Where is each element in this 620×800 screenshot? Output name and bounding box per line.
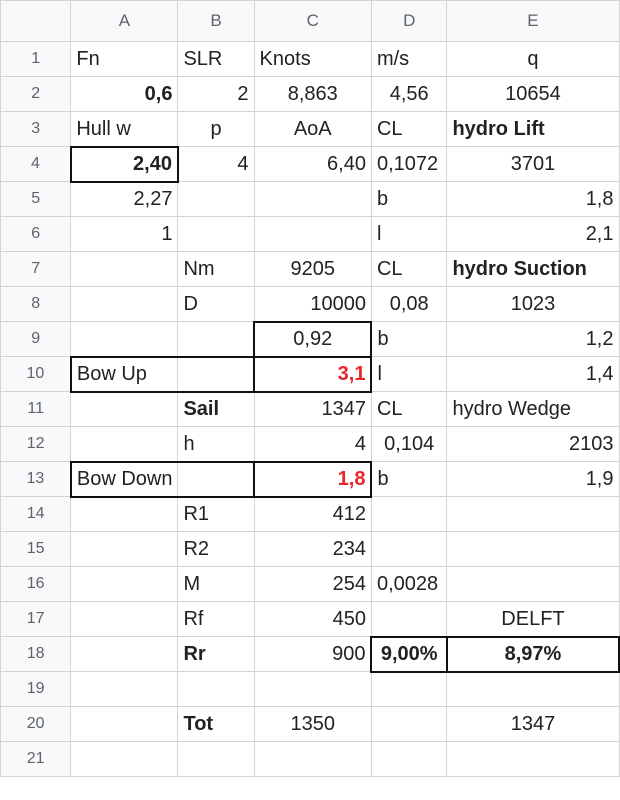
cell-b15[interactable]: R2 (178, 532, 254, 567)
cell-b16[interactable]: M (178, 567, 254, 602)
cell-d1[interactable]: m/s (371, 42, 447, 77)
cell-a9[interactable] (71, 322, 178, 357)
cell-c5[interactable] (254, 182, 371, 217)
sheet-row (1, 322, 620, 357)
cell-a6[interactable]: 1 (71, 217, 178, 252)
cell-d8[interactable]: 0,08 (371, 287, 447, 322)
cell-c9[interactable]: 0,92 (254, 322, 371, 357)
cell-a5[interactable]: 2,27 (71, 182, 178, 217)
sheet-row (1, 672, 620, 707)
column-header-a[interactable]: A (71, 1, 178, 42)
cell-d11[interactable]: CL (371, 392, 447, 427)
cell-c14[interactable]: 412 (254, 497, 371, 532)
cell-e10[interactable]: 1,4 (447, 357, 619, 392)
column-header-d[interactable]: D (371, 1, 447, 42)
cell-d6[interactable]: l (371, 217, 447, 252)
cell-d2[interactable]: 4,56 (371, 77, 447, 112)
cell-c7[interactable]: 9205 (254, 252, 371, 287)
cell-e12[interactable]: 2103 (447, 427, 619, 462)
row-header[interactable]: 21 (1, 742, 71, 777)
row-header[interactable]: 8 (1, 287, 71, 322)
sheet-row (1, 602, 620, 637)
cell-e13[interactable]: 1,9 (447, 462, 619, 497)
cell-b6[interactable] (178, 217, 254, 252)
cell-c15[interactable]: 234 (254, 532, 371, 567)
cell-c11[interactable]: 1347 (254, 392, 371, 427)
cell-c8[interactable]: 10000 (254, 287, 371, 322)
row-header[interactable]: 19 (1, 672, 71, 707)
cell-b20[interactable]: Tot (178, 707, 254, 742)
cell-b4[interactable]: 4 (178, 147, 254, 182)
cell-a13[interactable]: Bow Down (71, 462, 178, 497)
cell-a10[interactable]: Bow Up (71, 357, 178, 392)
cell-c16[interactable]: 254 (254, 567, 371, 602)
cell-e16[interactable] (447, 567, 619, 602)
cell-d4[interactable]: 0,1072 (371, 147, 447, 182)
cell-c6[interactable] (254, 217, 371, 252)
cell-a19[interactable] (71, 672, 178, 707)
cell-c21[interactable] (254, 742, 371, 777)
row-header[interactable]: 13 (1, 462, 71, 497)
cell-c17[interactable]: 450 (254, 602, 371, 637)
cell-e2[interactable]: 10654 (447, 77, 619, 112)
cell-e15[interactable] (447, 532, 619, 567)
row-header[interactable]: 10 (1, 357, 71, 392)
cell-d3[interactable]: CL (371, 112, 447, 147)
cell-a3[interactable]: Hull w (71, 112, 178, 147)
column-header-b[interactable]: B (178, 1, 254, 42)
cell-a21[interactable] (71, 742, 178, 777)
cell-d10[interactable]: l (371, 357, 447, 392)
cell-d5[interactable]: b (371, 182, 447, 217)
cell-b9[interactable] (178, 322, 254, 357)
cell-b5[interactable] (178, 182, 254, 217)
cell-c18[interactable]: 900 (254, 637, 371, 672)
cell-b17[interactable]: Rf (178, 602, 254, 637)
sheet-row (1, 707, 620, 742)
row-header[interactable]: 16 (1, 567, 71, 602)
row-header[interactable]: 5 (1, 182, 71, 217)
sheet-row (1, 392, 620, 427)
cell-e7[interactable]: hydro Suction (447, 252, 619, 287)
cell-d17[interactable] (371, 602, 447, 637)
cell-a7[interactable] (71, 252, 178, 287)
cell-e5[interactable]: 1,8 (447, 182, 619, 217)
cell-e20[interactable]: 1347 (447, 707, 619, 742)
select-all-corner[interactable] (1, 1, 71, 42)
cell-e11[interactable]: hydro Wedge (447, 392, 619, 427)
cell-a12[interactable] (71, 427, 178, 462)
cell-a14[interactable] (71, 497, 178, 532)
cell-d19[interactable] (371, 672, 447, 707)
row-header[interactable]: 15 (1, 532, 71, 567)
row-header[interactable]: 12 (1, 427, 71, 462)
row-header[interactable]: 18 (1, 637, 71, 672)
cell-d20[interactable] (371, 707, 447, 742)
cell-e9[interactable]: 1,2 (447, 322, 619, 357)
cell-b11[interactable]: Sail (178, 392, 254, 427)
cell-a2[interactable]: 0,6 (71, 77, 178, 112)
cell-b8[interactable]: D (178, 287, 254, 322)
row-header[interactable]: 6 (1, 217, 71, 252)
cell-d16[interactable]: 0,0028 (371, 567, 447, 602)
cell-b21[interactable] (178, 742, 254, 777)
cell-a17[interactable] (71, 602, 178, 637)
sheet-row (1, 462, 620, 497)
cell-b12[interactable]: h (178, 427, 254, 462)
sheet-row (1, 287, 620, 322)
sheet-row (1, 112, 620, 147)
sheet-row (1, 567, 620, 602)
cell-e8[interactable]: 1023 (447, 287, 619, 322)
sheet-row (1, 427, 620, 462)
cell-a18[interactable] (71, 637, 178, 672)
cell-b1[interactable]: SLR (178, 42, 254, 77)
cell-a16[interactable] (71, 567, 178, 602)
cell-d21[interactable] (371, 742, 447, 777)
sheet-row (1, 532, 620, 567)
sheet-row (1, 147, 620, 182)
cell-a15[interactable] (71, 532, 178, 567)
row-header[interactable]: 17 (1, 602, 71, 637)
row-header[interactable]: 9 (1, 322, 71, 357)
cell-e6[interactable]: 2,1 (447, 217, 619, 252)
cell-e18[interactable]: 8,97% (447, 637, 619, 672)
sheet-row (1, 357, 620, 392)
cell-b19[interactable] (178, 672, 254, 707)
cell-e14[interactable] (447, 497, 619, 532)
cell-e21[interactable] (447, 742, 619, 777)
cell-d18[interactable]: 9,00% (371, 637, 447, 672)
cell-c1[interactable]: Knots (254, 42, 371, 77)
cell-a8[interactable] (71, 287, 178, 322)
cell-c2[interactable]: 8,863 (254, 77, 371, 112)
cell-a4[interactable]: 2,40 (71, 147, 178, 182)
cell-b14[interactable]: R1 (178, 497, 254, 532)
cell-c12[interactable]: 4 (254, 427, 371, 462)
row-header[interactable]: 4 (1, 147, 71, 182)
cell-d7[interactable]: CL (371, 252, 447, 287)
cell-e1[interactable]: q (447, 42, 619, 77)
cell-c19[interactable] (254, 672, 371, 707)
cell-a20[interactable] (71, 707, 178, 742)
sheet-row (1, 77, 620, 112)
sheet-row (1, 182, 620, 217)
cell-b2[interactable]: 2 (178, 77, 254, 112)
cell-d12[interactable]: 0,104 (371, 427, 447, 462)
cell-a11[interactable] (71, 392, 178, 427)
cell-c20[interactable]: 1350 (254, 707, 371, 742)
column-header-e[interactable]: E (447, 1, 619, 42)
row-header[interactable]: 7 (1, 252, 71, 287)
sheet-row (1, 497, 620, 532)
sheet-row (1, 217, 620, 252)
column-header-c[interactable]: C (254, 1, 371, 42)
cell-c10[interactable]: 3,1 (254, 357, 371, 392)
cell-d15[interactable] (371, 532, 447, 567)
cell-c4[interactable]: 6,40 (254, 147, 371, 182)
sheet-row (1, 742, 620, 777)
cell-b18[interactable]: Rr (178, 637, 254, 672)
cell-b13[interactable] (178, 462, 254, 497)
row-header[interactable]: 14 (1, 497, 71, 532)
cell-d13[interactable]: b (371, 462, 447, 497)
cell-e3[interactable]: hydro Lift (447, 112, 619, 147)
row-header[interactable]: 3 (1, 112, 71, 147)
cell-c13[interactable]: 1,8 (254, 462, 371, 497)
cell-e4[interactable]: 3701 (447, 147, 619, 182)
cell-b10[interactable] (178, 357, 254, 392)
cell-c3[interactable]: AoA (254, 112, 371, 147)
cell-d14[interactable] (371, 497, 447, 532)
cell-e19[interactable] (447, 672, 619, 707)
cell-d9[interactable]: b (371, 322, 447, 357)
row-header[interactable]: 11 (1, 392, 71, 427)
column-header-row (1, 1, 620, 42)
cell-b3[interactable]: p (178, 112, 254, 147)
row-header[interactable]: 2 (1, 77, 71, 112)
row-header[interactable]: 1 (1, 42, 71, 77)
sheet-row (1, 637, 620, 672)
sheet-row (1, 42, 620, 77)
cell-b7[interactable]: Nm (178, 252, 254, 287)
row-header[interactable]: 20 (1, 707, 71, 742)
cell-a1[interactable]: Fn (71, 42, 178, 77)
sheet-row (1, 252, 620, 287)
cell-e17[interactable]: DELFT (447, 602, 619, 637)
